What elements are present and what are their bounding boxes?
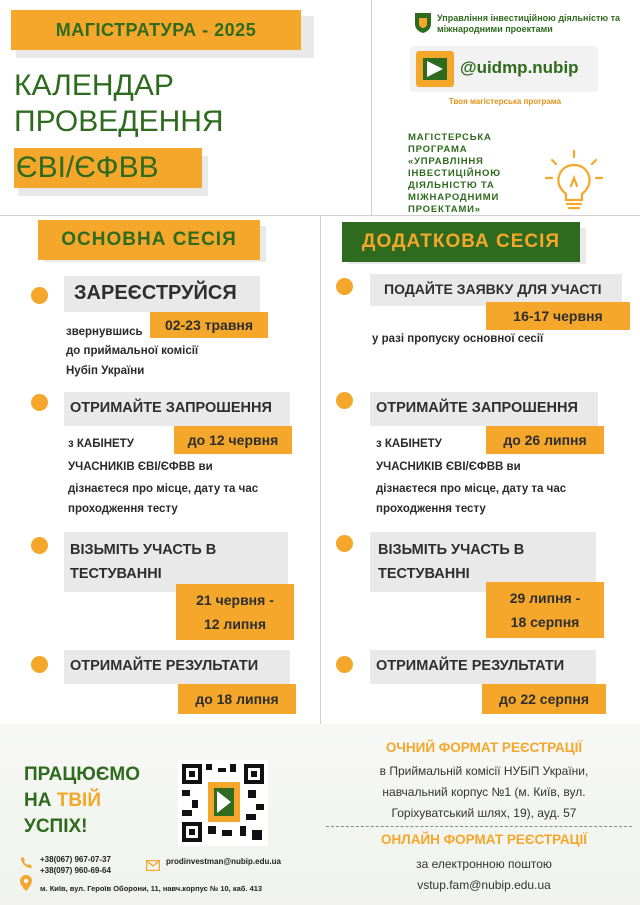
main-step3-date-line2: 12 липня: [203, 616, 267, 632]
main-step1-line2: до приймальної комісії: [66, 345, 199, 357]
phones: [40, 854, 111, 876]
extra-session-title: ДОДАТКОВА СЕСІЯ: [342, 222, 580, 262]
extra-step4-title: ОТРИМАЙТЕ РЕЗУЛЬТАТИ: [376, 658, 565, 674]
main-session-title: ОСНОВНА СЕСІЯ: [38, 220, 260, 260]
timeline-dot: [336, 278, 353, 295]
extra-step2-title: ОТРИМАЙТЕ ЗАПРОШЕННЯ: [376, 400, 578, 416]
main-step3-title-line2: ТЕСТУВАННІ: [70, 566, 162, 582]
online-email[interactable]: vstup.fam@nubip.edu.ua: [417, 878, 551, 892]
email-icon: [146, 856, 160, 867]
title-line2: ПРОВЕДЕННЯ: [14, 105, 224, 138]
extra-step3-date: [486, 582, 604, 638]
timeline-dot: [336, 535, 353, 552]
session-divider: [320, 215, 321, 725]
location-pin-icon: [20, 875, 32, 891]
timeline-dot: [336, 656, 353, 673]
extra-step3-date-line1: 29 липня -: [509, 590, 581, 606]
page-title: [14, 68, 224, 140]
offline-registration-title: ОЧНИЙ ФОРМАТ РЕЄСТРАЦІЇ: [385, 740, 583, 755]
online-registration-details: [334, 854, 634, 896]
timeline-dot: [31, 287, 48, 304]
main-step1-date: 02-23 травня: [150, 312, 268, 338]
qr-code[interactable]: [178, 760, 268, 846]
timeline-dot: [336, 392, 353, 409]
main-step3-date-line1: 21 червня -: [196, 592, 274, 608]
title-line3: ЄВІ/ЄФВВ: [14, 148, 202, 188]
title-line1: КАЛЕНДАР: [14, 69, 174, 102]
extra-step3-date-line2: 18 серпня: [510, 614, 580, 630]
main-step4-date: до 18 липня: [178, 684, 296, 714]
extra-step1-date: 16-17 червня: [486, 302, 630, 330]
step-box: [64, 532, 288, 592]
lightbulb-icon: [544, 148, 604, 218]
footer-separator: [326, 826, 632, 827]
online-line1: за електронною поштою: [416, 857, 552, 871]
play-logo-icon: [416, 51, 454, 87]
address: м. Київ, вул. Героїв Оборони, 11, навч.корпус № 10, каб. 413: [40, 884, 263, 893]
logo-box: [410, 46, 598, 92]
extra-step3-title-line2: ТЕСТУВАННІ: [378, 566, 470, 582]
offline-line2: навчальний корпус №1 (м. Київ, вул.: [382, 785, 586, 799]
main-step2-line3: дізнаєтеся про місце, дату та час: [68, 483, 259, 495]
timeline-dot: [31, 656, 48, 673]
tagline: Твоя магістерська програма: [448, 97, 562, 106]
extra-step2-line3: дізнаєтеся про місце, дату та час: [376, 483, 567, 495]
main-step2-line4: проходження тесту: [68, 503, 178, 515]
online-registration-title: ОНЛАЙН ФОРМАТ РЕЄСТРАЦІЇ: [380, 832, 588, 847]
extra-step2-line2: УЧАСНИКІВ ЄВІ/ЄФВВ ви: [376, 461, 521, 473]
timeline-dot: [31, 394, 48, 411]
slogan-na: НА: [24, 790, 57, 811]
program-description: МАГІСТЕРСЬКА ПРОГРАМА «УПРАВЛІННЯ ІНВЕСТИЦІЙНОЮ ДІЯЛЬНІСТЮ ТА МІЖНАРОДНИМИ ПРОЕКТАМИ»: [408, 132, 501, 215]
main-step1-line1: звернувшись: [66, 326, 143, 338]
phone-2[interactable]: +38(097) 960-69-64: [40, 866, 111, 875]
offline-line1: в Приймальній комісії НУБіП України,: [379, 764, 589, 778]
main-step2-title: ОТРИМАЙТЕ ЗАПРОШЕННЯ: [70, 400, 272, 416]
department-name: Управління інвестиційною діяльністю та міжнародними проектами: [437, 13, 620, 34]
main-step3-title-line1: ВІЗЬМІТЬ УЧАСТЬ В: [70, 542, 217, 558]
phone-1[interactable]: +38(067) 967-07-37: [40, 855, 111, 864]
offline-registration-details: [334, 761, 634, 824]
slogan-line2: [24, 788, 140, 814]
timeline-dot: [31, 537, 48, 554]
main-step2-line1: з КАБІНЕТУ: [68, 438, 134, 450]
main-step1-line3: Нубіп України: [66, 365, 145, 377]
extra-step3-title-line1: ВІЗЬМІТЬ УЧАСТЬ В: [378, 542, 525, 558]
university-crest-icon: [414, 12, 432, 34]
extra-step1-title: ПОДАЙТЕ ЗАЯВКУ ДЛЯ УЧАСТІ: [384, 281, 602, 297]
contact-email[interactable]: prodinvestman@nubip.edu.ua: [166, 857, 281, 866]
header-divider: [371, 0, 372, 215]
program-year-badge: МАГІСТРАТУРА - 2025: [11, 10, 301, 50]
logo-handle: @uidmp.nubip: [460, 58, 579, 77]
slogan-line3: УСПІХ!: [24, 816, 88, 837]
phone-icon: [20, 854, 33, 867]
main-step2-date: до 12 червня: [174, 426, 292, 454]
offline-line3: Горіхуватський шлях, 19), ауд. 57: [391, 806, 577, 820]
slogan-line1: ПРАЦЮЄМО: [24, 764, 140, 785]
slogan: [24, 762, 140, 840]
main-step1-title: ЗАРЕЄСТРУЙСЯ: [74, 282, 237, 304]
slogan-tviy: ТВІЙ: [56, 790, 101, 811]
main-step2-line2: УЧАСНИКІВ ЄВІ/ЄФВВ ви: [68, 461, 213, 473]
extra-step4-date: до 22 серпня: [482, 684, 606, 714]
extra-step1-line1: у разі пропуску основної сесії: [372, 333, 544, 345]
extra-step2-line1: з КАБІНЕТУ: [376, 438, 442, 450]
extra-step2-date: до 26 липня: [486, 426, 604, 454]
main-step3-date: [176, 584, 294, 640]
main-step4-title: ОТРИМАЙТЕ РЕЗУЛЬТАТИ: [70, 658, 259, 674]
extra-step2-line4: проходження тесту: [376, 503, 486, 515]
